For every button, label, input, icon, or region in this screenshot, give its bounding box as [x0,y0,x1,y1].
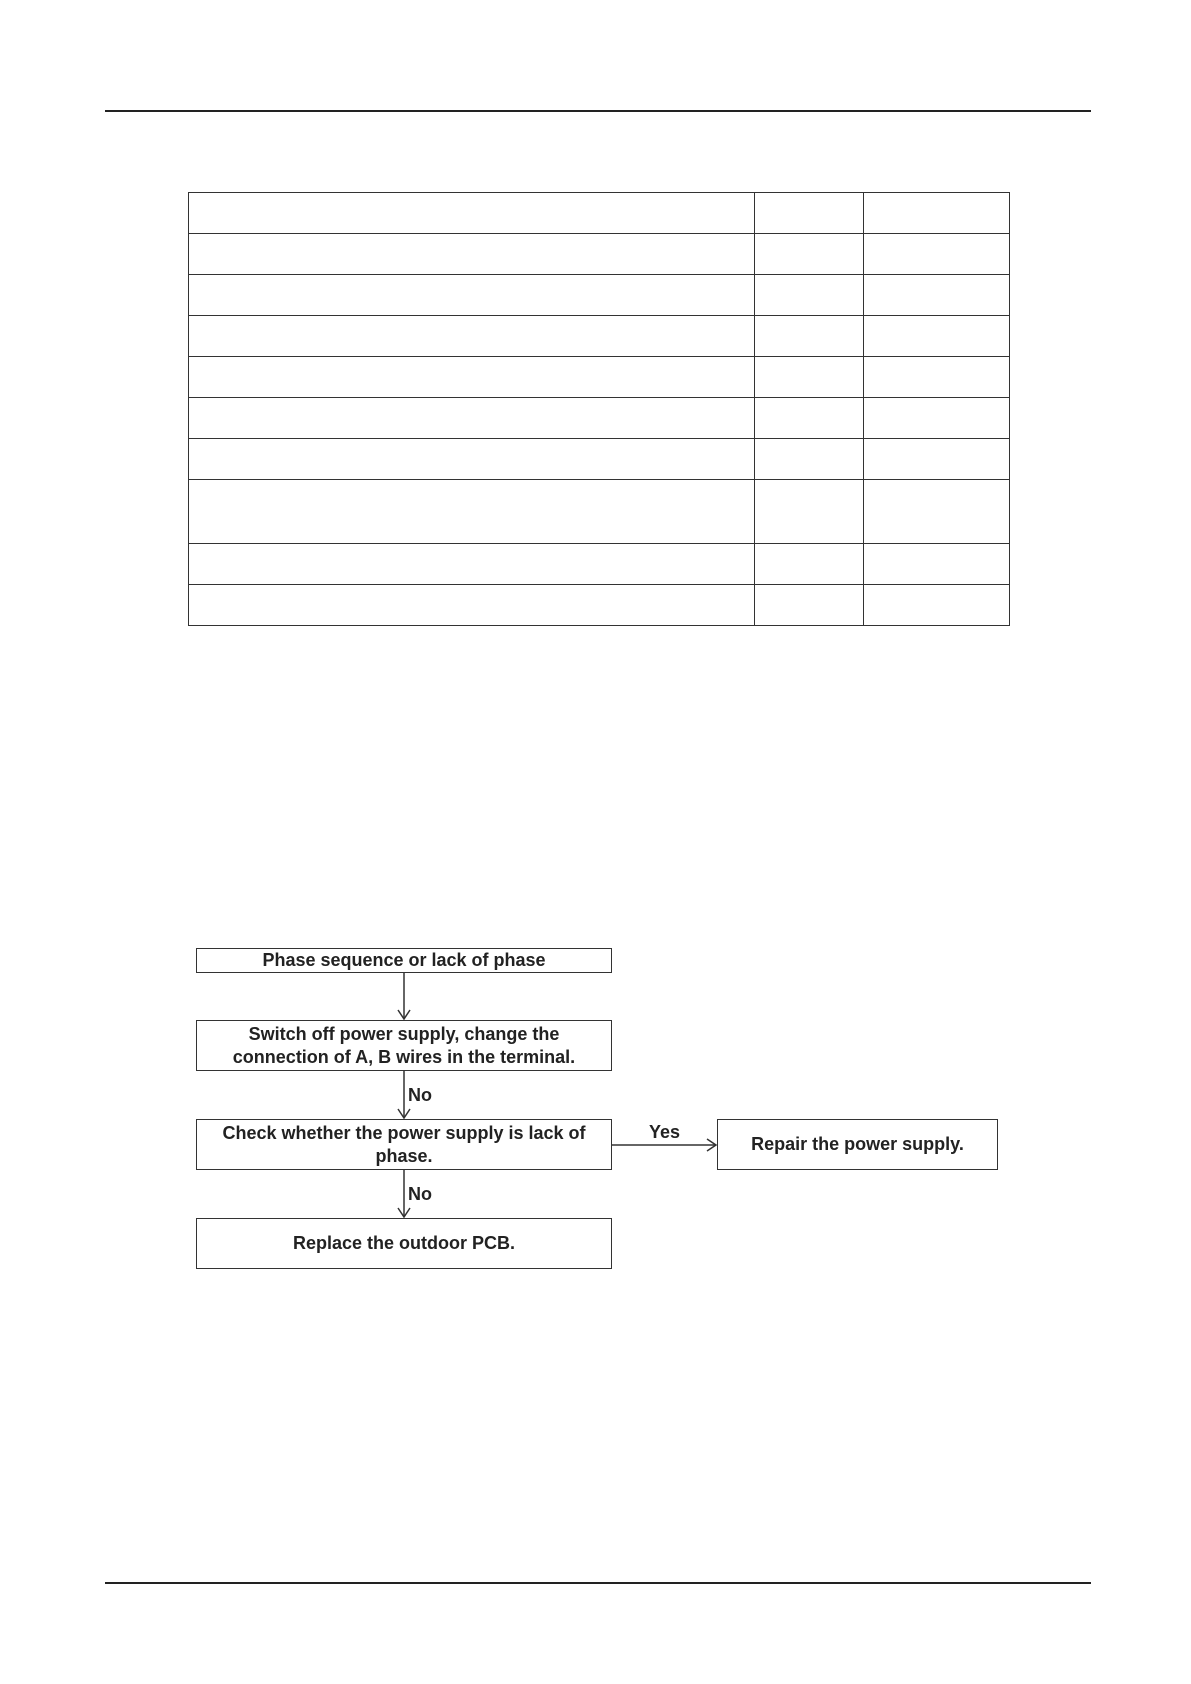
flow-start-box [196,948,612,973]
flow-step2-text: Check whether the power supply is lack of phase. [222,1122,586,1166]
flow-step1-box [196,1020,612,1071]
label-no-1: No [408,1085,432,1105]
flow-final-text: Replace the outdoor PCB. [292,1233,516,1253]
footer-rule [105,1582,1091,1584]
label-no-2: No [408,1184,432,1204]
flow-step2-box [196,1119,612,1170]
flow-yes-action-box [717,1119,998,1170]
flow-yes-action-text: Repair the power supply. [751,1134,964,1154]
label-yes: Yes [649,1122,681,1142]
flow-final-box [196,1218,612,1269]
flow-step1-text: Switch off power supply, change the connection of A, B wires in the terminal. [232,1023,576,1067]
flow-start-text: Phase sequence or lack of phase [262,950,546,970]
